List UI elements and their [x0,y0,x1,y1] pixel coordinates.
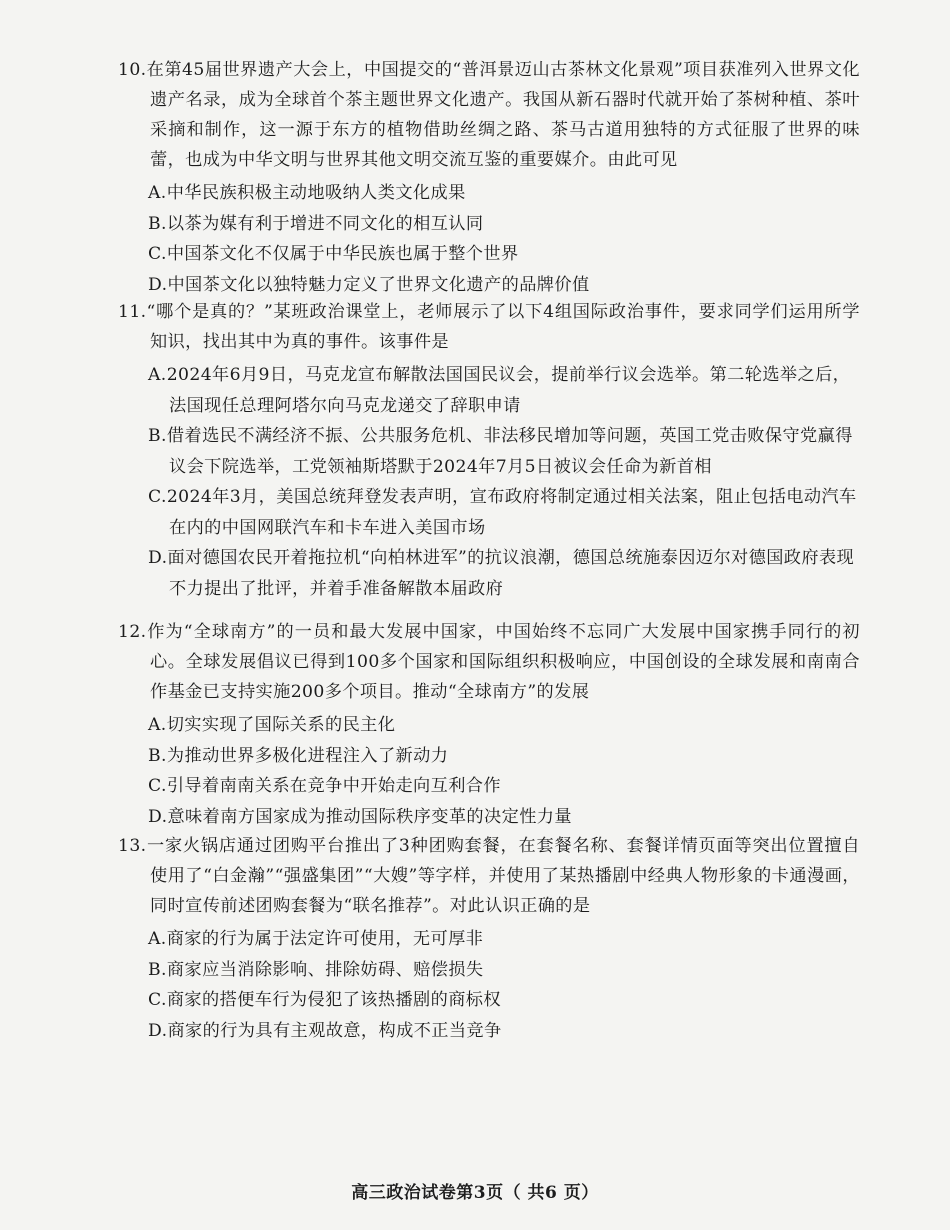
option-d [118,270,860,301]
option-letter: A. [148,183,167,203]
option-text: 2024年3月，美国总统拜登发表声明，宣布政府将制定通过相关法案，阻止包括电动汽车在内的中国网联汽车和卡车进入美国市场 [166,487,857,538]
option-letter: B. [148,959,167,980]
option-letter: D. [148,1020,168,1041]
option-text: 引导着南南关系在竞争中开始走向互利合作 [166,776,501,796]
question-number: 13. [118,836,147,856]
option-letter: B. [148,426,167,446]
option-letter: D. [148,274,168,295]
option-text: 中国茶文化不仅属于中华民族也属于整个世界 [166,244,519,264]
option-text: 商家应当消除影响、排除妨碍、赔偿损失 [166,959,484,980]
option-text: 为推动世界多极化进程注入了新动力 [166,745,449,766]
option-letter: B. [148,745,167,766]
option-a [118,360,860,421]
option-text: 商家的行为具有主观故意，构成不正当竞争 [167,1020,502,1041]
option-letter: B. [148,213,167,234]
question-text: “哪个是真的？”某班政治课堂上，老师展示了以下4组国际政治事件，要求同学们运用所学知识，找出其中为真的事件。该事件是 [146,302,860,352]
option-list [118,924,860,1046]
question-stem [118,831,860,921]
option-text: 切实实现了国际关系的民主化 [166,715,396,735]
option-text: 中华民族积极主动地吸纳人类文化成果 [166,183,466,203]
option-d [118,543,860,604]
option-letter: A. [148,365,167,385]
option-b [118,955,860,986]
option-c [118,985,860,1016]
option-a [118,924,860,955]
option-list [118,178,860,300]
option-text: 借着选民不满经济不振、公共服务危机、非法移民增加等问题，英国工党击败保守党赢得议会下院选举，工党领袖斯塔默于2024年7月5日被议会任命为新首相 [166,426,853,477]
option-letter: D. [148,806,168,827]
option-list [118,360,860,604]
question-stem [118,297,860,357]
option-b [118,421,860,482]
option-letter: C. [148,487,167,507]
option-text: 2024年6月9日，马克龙宣布解散法国国民议会，提前举行议会选举。第二轮选举之后，法国现任总理阿塔尔向马克龙递交了辞职申请 [166,365,851,416]
option-b [118,741,860,772]
question-text: 作为“全球南方”的一员和最大发展中国家，中国始终不忘同广大发展中国家携手同行的初心。全球发展倡议已得到100多个国家和国际组织积极响应，中国创设的全球发展和南南合作基金已支持实施200多个项目。推动“全球南方”的发展 [146,622,860,702]
question-number: 10. [118,60,147,80]
page-footer: 高三政治试卷第3页（ 共6 页） [351,1183,599,1203]
question-number: 11. [118,302,147,322]
question-10 [118,55,860,300]
option-text: 中国茶文化以独特魅力定义了世界文化遗产的品牌价值 [167,274,590,295]
option-c [118,771,860,802]
option-text: 商家的行为属于法定许可使用，无可厚非 [166,929,484,949]
option-d [118,802,860,833]
option-letter: C. [148,990,167,1010]
question-number: 12. [118,622,147,642]
option-letter: A. [148,715,167,735]
option-a [118,178,860,209]
question-11 [118,297,860,604]
option-letter: D. [148,548,168,568]
option-text: 面对德国农民开着拖拉机“向柏林进军”的抗议浪潮，德国总统施泰因迈尔对德国政府表现不力提出了批评，并着手准备解散本届政府 [167,548,855,599]
option-text: 以茶为媒有利于增进不同文化的相互认同 [166,213,484,234]
option-text: 商家的搭便车行为侵犯了该热播剧的商标权 [166,990,501,1010]
question-stem [118,617,860,707]
option-text: 意味着南方国家成为推动国际秩序变革的决定性力量 [167,806,572,827]
option-c [118,482,860,543]
question-stem [118,55,860,175]
option-b [118,209,860,240]
question-13 [118,831,860,1046]
option-letter: A. [148,929,167,949]
option-a [118,710,860,741]
question-text: 一家火锅店通过团购平台推出了3种团购套餐，在套餐名称、套餐详情页面等突出位置擅自使用了“白金瀚”“强盛集团”“大嫂”等字样，并使用了某热播剧中经典人物形象的卡通漫画，同时宣传前述团购套餐为“联名推荐”。对此认识正确的是 [146,836,860,916]
question-12 [118,617,860,832]
question-text: 在第45届世界遗产大会上，中国提交的“普洱景迈山古茶林文化景观”项目获准列入世界文化遗产名录，成为全球首个茶主题世界文化遗产。我国从新石器时代就开始了茶树种植、茶叶采摘和制作，这一源于东方的植物借助丝绸之路、茶马古道用独特的方式征服了世界的味蕾，也成为中华文明与世界其他文明交流互鉴的重要媒介。由此可见 [146,60,860,170]
option-c [118,239,860,270]
option-list [118,710,860,832]
option-letter: C. [148,244,167,264]
option-letter: C. [148,776,167,796]
option-d [118,1016,860,1047]
